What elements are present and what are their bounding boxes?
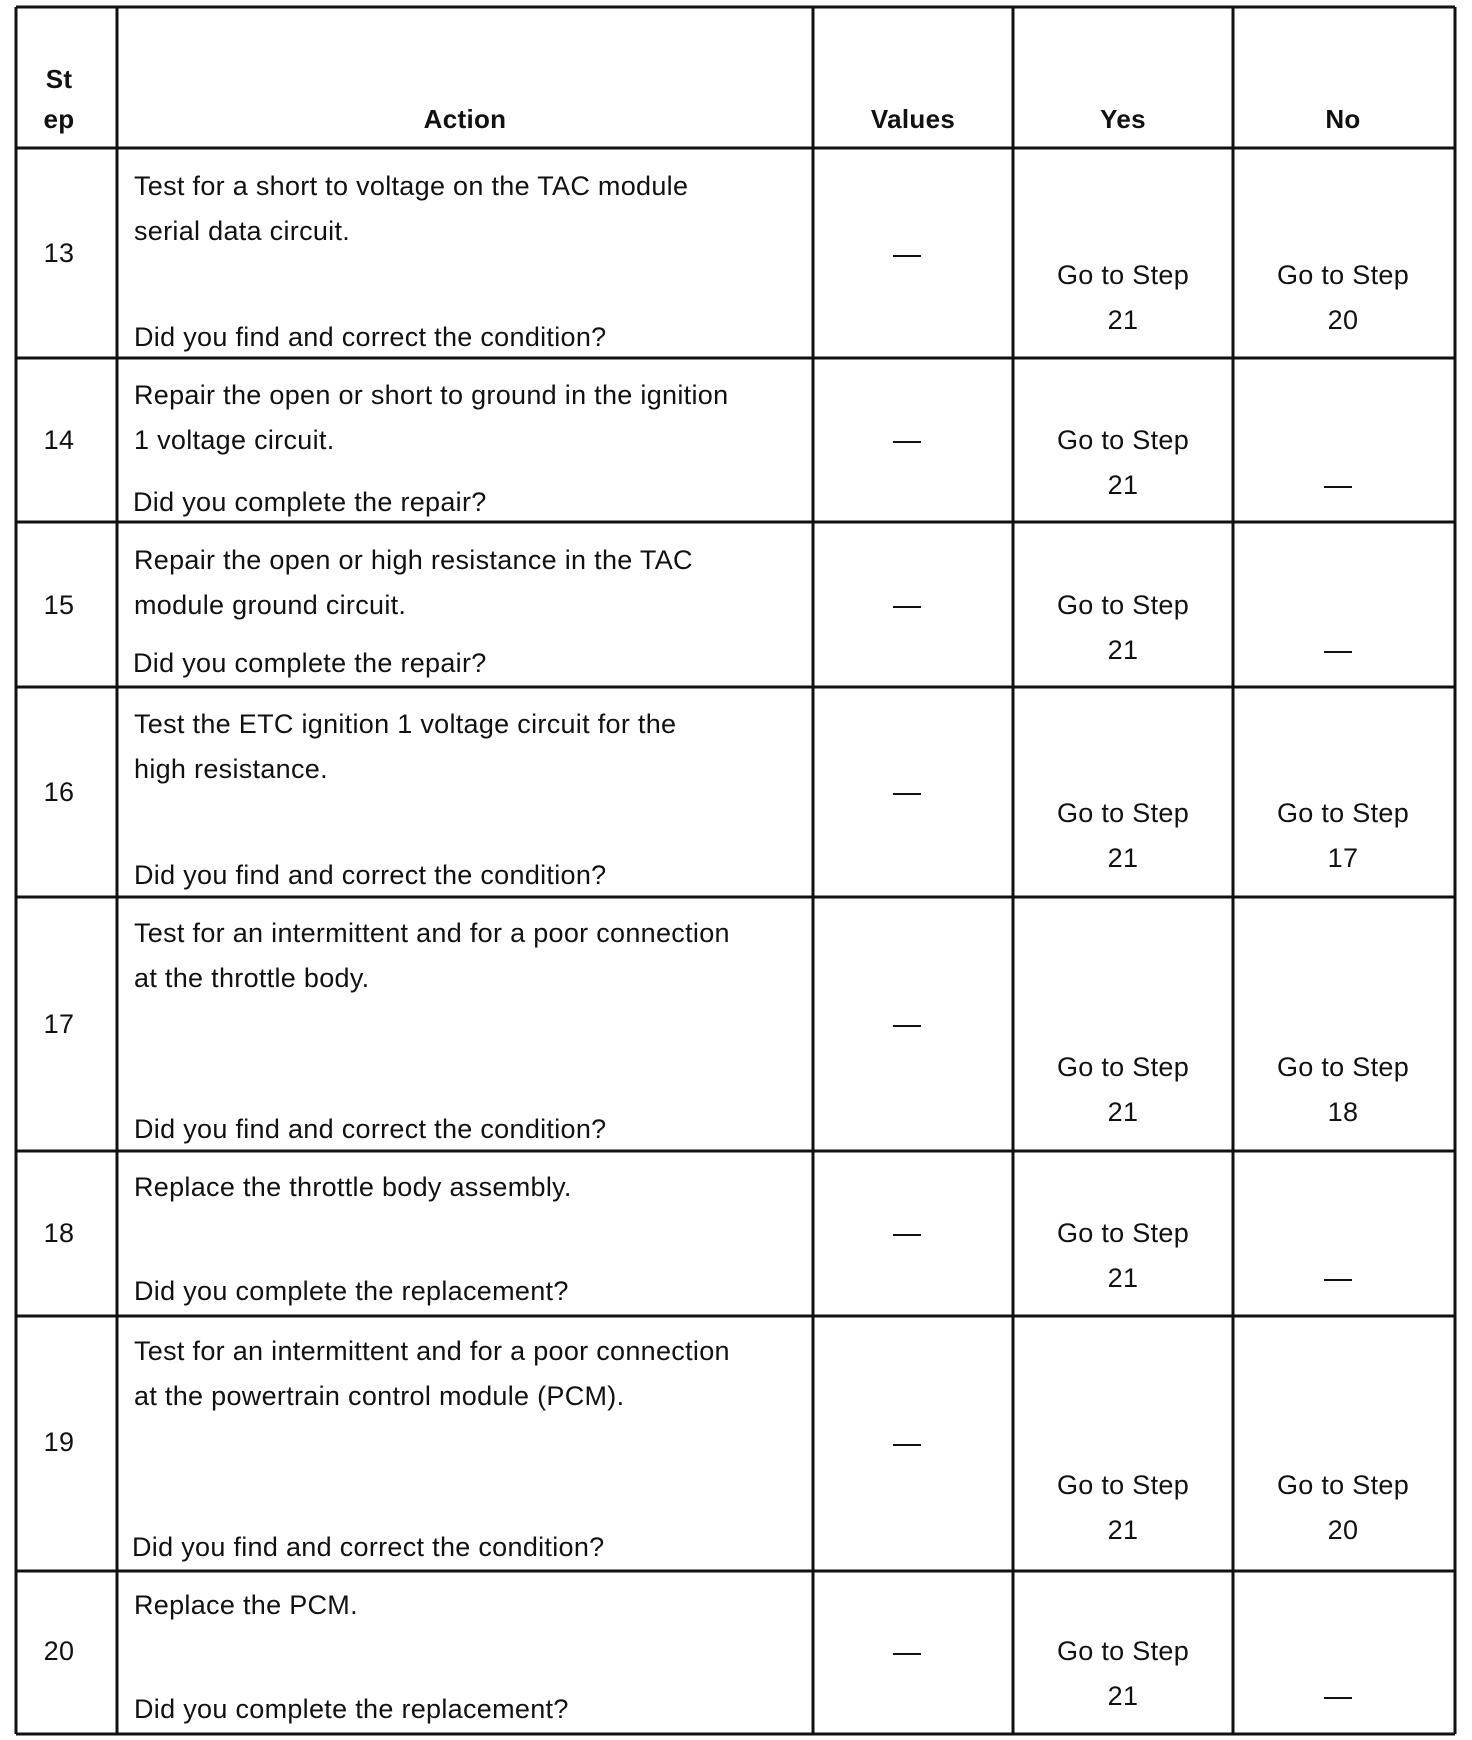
question-text: Did you find and correct the condition? <box>132 1532 605 1562</box>
header-no: No <box>1325 104 1361 134</box>
no-goto-label: Go to Step <box>1276 798 1410 828</box>
action-text: at the powertrain control module (PCM). <box>134 1381 625 1411</box>
action-text: serial data circuit. <box>134 216 351 246</box>
question-text: Did you complete the replacement? <box>134 1694 569 1724</box>
yes-goto-label: Go to Step <box>1056 798 1190 828</box>
values-dash <box>893 606 921 608</box>
header-step-line1: St <box>45 64 73 94</box>
action-text: Repair the open or high resistance in the TAC <box>134 545 693 575</box>
question-text: Did you complete the repair? <box>133 648 487 678</box>
step-number: 15 <box>43 590 75 620</box>
action-text: high resistance. <box>134 754 328 784</box>
yes-goto-step: 21 <box>1107 305 1139 335</box>
yes-goto-step: 21 <box>1107 635 1139 665</box>
header-yes: Yes <box>1100 104 1146 134</box>
no-goto-step: 20 <box>1327 305 1359 335</box>
question-text: Did you find and correct the condition? <box>134 322 607 352</box>
values-dash <box>893 1444 921 1446</box>
yes-goto-step: 21 <box>1107 843 1139 873</box>
yes-goto-label: Go to Step <box>1056 1052 1190 1082</box>
no-dash <box>1324 1697 1352 1699</box>
values-dash <box>893 1653 921 1655</box>
no-goto-step: 18 <box>1327 1097 1359 1127</box>
header-values: Values <box>870 104 956 134</box>
action-text: Repair the open or short to ground in the ignition <box>134 380 729 410</box>
question-text: Did you find and correct the condition? <box>134 1114 607 1144</box>
yes-goto-step: 21 <box>1107 1263 1139 1293</box>
question-text: Did you complete the repair? <box>133 487 487 517</box>
action-text: Replace the PCM. <box>134 1590 358 1620</box>
step-number: 19 <box>43 1427 75 1457</box>
question-text: Did you find and correct the condition? <box>134 860 607 890</box>
values-dash <box>893 1025 921 1027</box>
step-number: 13 <box>43 238 75 268</box>
step-number: 20 <box>43 1636 75 1666</box>
header-step-line2: ep <box>43 104 75 134</box>
step-number: 17 <box>43 1009 75 1039</box>
step-number: 14 <box>43 425 75 455</box>
no-dash <box>1324 486 1352 488</box>
yes-goto-step: 21 <box>1107 1097 1139 1127</box>
action-text: module ground circuit. <box>134 590 407 620</box>
action-text: Test for an intermittent and for a poor connection <box>134 1336 730 1366</box>
step-number: 16 <box>43 777 75 807</box>
action-text: 1 voltage circuit. <box>134 425 335 455</box>
yes-goto-label: Go to Step <box>1056 590 1190 620</box>
step-number: 18 <box>43 1218 75 1248</box>
header-action: Action <box>423 104 507 134</box>
no-goto-label: Go to Step <box>1276 1470 1410 1500</box>
no-goto-step: 17 <box>1327 843 1359 873</box>
yes-goto-label: Go to Step <box>1056 1470 1190 1500</box>
yes-goto-label: Go to Step <box>1056 1636 1190 1666</box>
yes-goto-label: Go to Step <box>1056 1218 1190 1248</box>
no-goto-label: Go to Step <box>1276 260 1410 290</box>
values-dash <box>893 793 921 795</box>
values-dash <box>893 1234 921 1236</box>
action-text: Test for a short to voltage on the TAC module <box>134 171 689 201</box>
yes-goto-step: 21 <box>1107 1515 1139 1545</box>
action-text: Replace the throttle body assembly. <box>134 1172 572 1202</box>
action-text: Test the ETC ignition 1 voltage circuit for the <box>134 709 677 739</box>
values-dash <box>893 255 921 257</box>
no-dash <box>1324 1279 1352 1281</box>
no-dash <box>1324 651 1352 653</box>
yes-goto-step: 21 <box>1107 470 1139 500</box>
values-dash <box>893 441 921 443</box>
no-goto-label: Go to Step <box>1276 1052 1410 1082</box>
no-goto-step: 20 <box>1327 1515 1359 1545</box>
action-text: at the throttle body. <box>134 963 370 993</box>
action-text: Test for an intermittent and for a poor connection <box>134 918 730 948</box>
yes-goto-label: Go to Step <box>1056 425 1190 455</box>
yes-goto-label: Go to Step <box>1056 260 1190 290</box>
yes-goto-step: 21 <box>1107 1681 1139 1711</box>
question-text: Did you complete the replacement? <box>134 1276 569 1306</box>
